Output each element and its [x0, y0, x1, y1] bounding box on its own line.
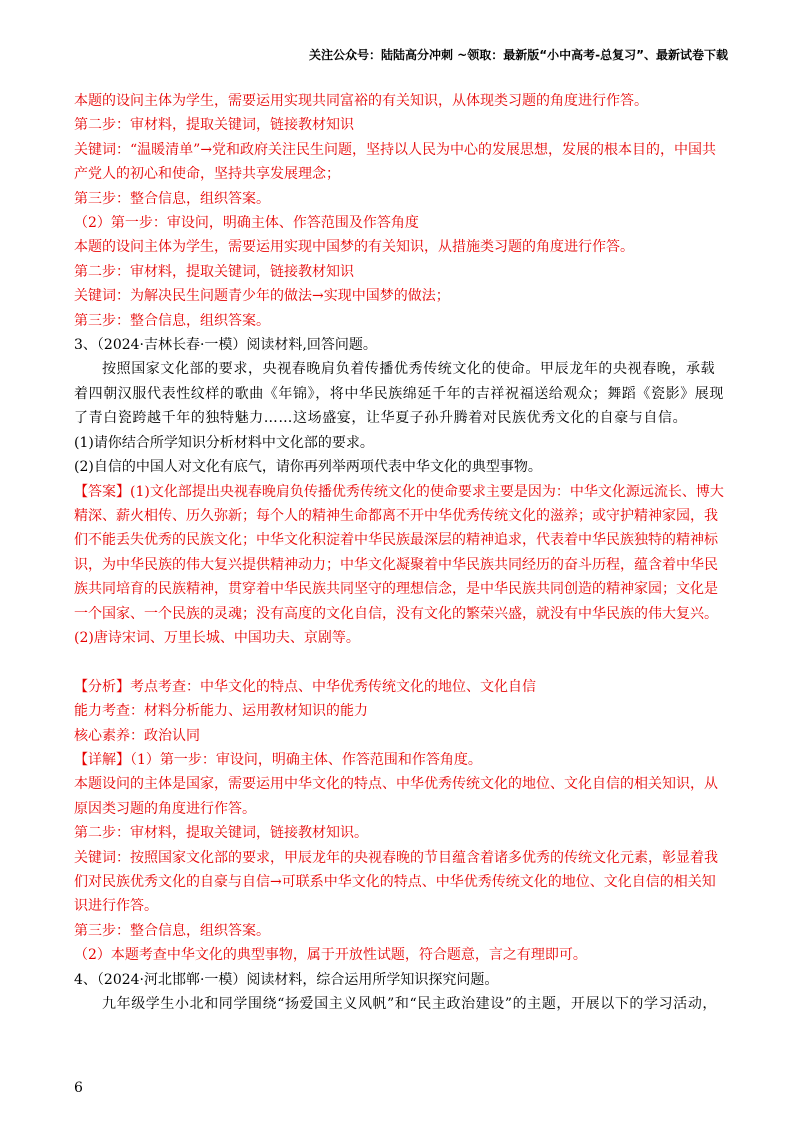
detail-5: 第三步：整合信息，组织答案。 — [74, 922, 270, 939]
detail-1: 【详解】（1）第一步：审设问，明确主体、作答范围和作答角度。 — [74, 751, 482, 768]
text-line: 第二步：审材料，提取关键词，链接教材知识 — [74, 117, 354, 134]
question-3-sub-2: (2)自信的中国人对文化有底气，请你再列举两项代表中华文化的典型事物。 — [74, 459, 542, 476]
question-3-sub-1: (1)请你结合所学知识分析材料中文化部的要求。 — [74, 434, 374, 451]
text-line: 第三步：整合信息，组织答案。 — [74, 312, 270, 329]
literacy: 核心素养：政治认同 — [74, 727, 200, 744]
detail-6: （2）本题考查中华文化的典型事物，属于开放性试题，符合题意，言之有理即可。 — [74, 947, 587, 964]
page-header: 关注公众号：陆陆高分冲刺 ~领取：最新版“小中高考-总复习”、最新试卷下载 — [309, 48, 728, 62]
analysis: 【分析】考点考查：中华文化的特点、中华优秀传统文化的地位、文化自信 — [74, 678, 536, 695]
page-number: 6 — [74, 1080, 83, 1096]
document-body — [74, 89, 728, 1016]
answer-1: 【答案】(1)文化部提出央视春晚肩负传播优秀传统文化的使命要求主要是因为：中华文化源远流长、博大精深、薪火相传、历久弥新；每个人的精神生命都离不开中华优秀传统文化的滋养；或守护精神家园，我们不能丢失优秀的民族文化；中华文化积淀着中华民族最深层的精神追求，代表着中华民族独特的精神标识，为中华民族的伟大复兴提供精神动力；中华文化凝聚着中华民族共同经历的奋斗历程，蕴含着中华民族共同培育的民族精神，贯穿着中华民族共同坚守的理想信念，是中华民族共同创造的精神家园；文化是一个国家、一个民族的灵魂；没有高度的文化自信，没有文化的繁荣兴盛，就没有中华民族的伟大复兴。 — [74, 483, 724, 622]
text-line: 第二步：审材料，提取关键词，链接教材知识 — [74, 263, 354, 280]
text-line: 本题的设问主体为学生，需要运用实现共同富裕的有关知识，从体现类习题的角度进行作答。 — [74, 93, 648, 109]
question-4-title: 4、（2024·河北邯郸·一模）阅读材料，综合运用所学知识探究问题。 — [74, 971, 499, 988]
detail-2: 本题设问的主体是国家，需要运用中华文化的特点、中华优秀传统文化的地位、文化自信的相关知识，从原因类习题的角度进行作答。 — [74, 776, 718, 817]
question-3-material: 按照国家文化部的要求，央视春晚肩负着传播优秀传统文化的使命。甲辰龙年的央视春晚，承载着四朝汉服代表性纹样的歌曲《年锦》，将中华民族绵延千年的吉祥祝福送给观众；舞蹈《瓷影》展现了青白瓷跨越千年的独特魅力……这场盛宴，让华夏子孙升腾着对民族优秀文化的自豪与自信。 — [74, 361, 724, 427]
answer-2: (2)唐诗宋词、万里长城、中国功夫、京剧等。 — [74, 629, 360, 646]
detail-4: 关键词：按照国家文化部的要求，甲辰龙年的央视春晚的节目蕴含着诸多优秀的传统文化元素，彰显着我们对民族优秀文化的自豪与自信→可联系中华文化的特点、中华优秀传统文化的地位、文化自信的相关知识进行作答。 — [74, 849, 718, 915]
text-line: 本题的设问主体为学生，需要运用实现中国梦的有关知识，从措施类习题的角度进行作答。 — [74, 239, 634, 256]
question-4-material: 九年级学生小北和同学围绕“扬爱国主义风帆”和“民主政治建设”的主题，开展以下的学习活动， — [102, 996, 718, 1013]
text-line: 第三步：整合信息，组织答案。 — [74, 190, 270, 207]
spacer — [74, 650, 728, 674]
text-line: 关键词：“温暖清单”→党和政府关注民生问题，坚持以人民为中心的发展思想，发展的根本目的，中国共产党人的初心和使命，坚持共享发展理念； — [74, 141, 717, 183]
text-line: （2）第一步：审设问，明确主体、作答范围及作答角度 — [74, 215, 419, 232]
text-line: 关键词：为解决民生问题青少年的做法→实现中国梦的做法； — [74, 288, 450, 305]
ability: 能力考查：材料分析能力、运用教材知识的能力 — [74, 703, 368, 720]
detail-3: 第二步：审材料，提取关键词，链接教材知识。 — [74, 825, 368, 842]
question-3-title: 3、（2024·吉林长春·一模）阅读材料,回答问题。 — [74, 337, 377, 354]
